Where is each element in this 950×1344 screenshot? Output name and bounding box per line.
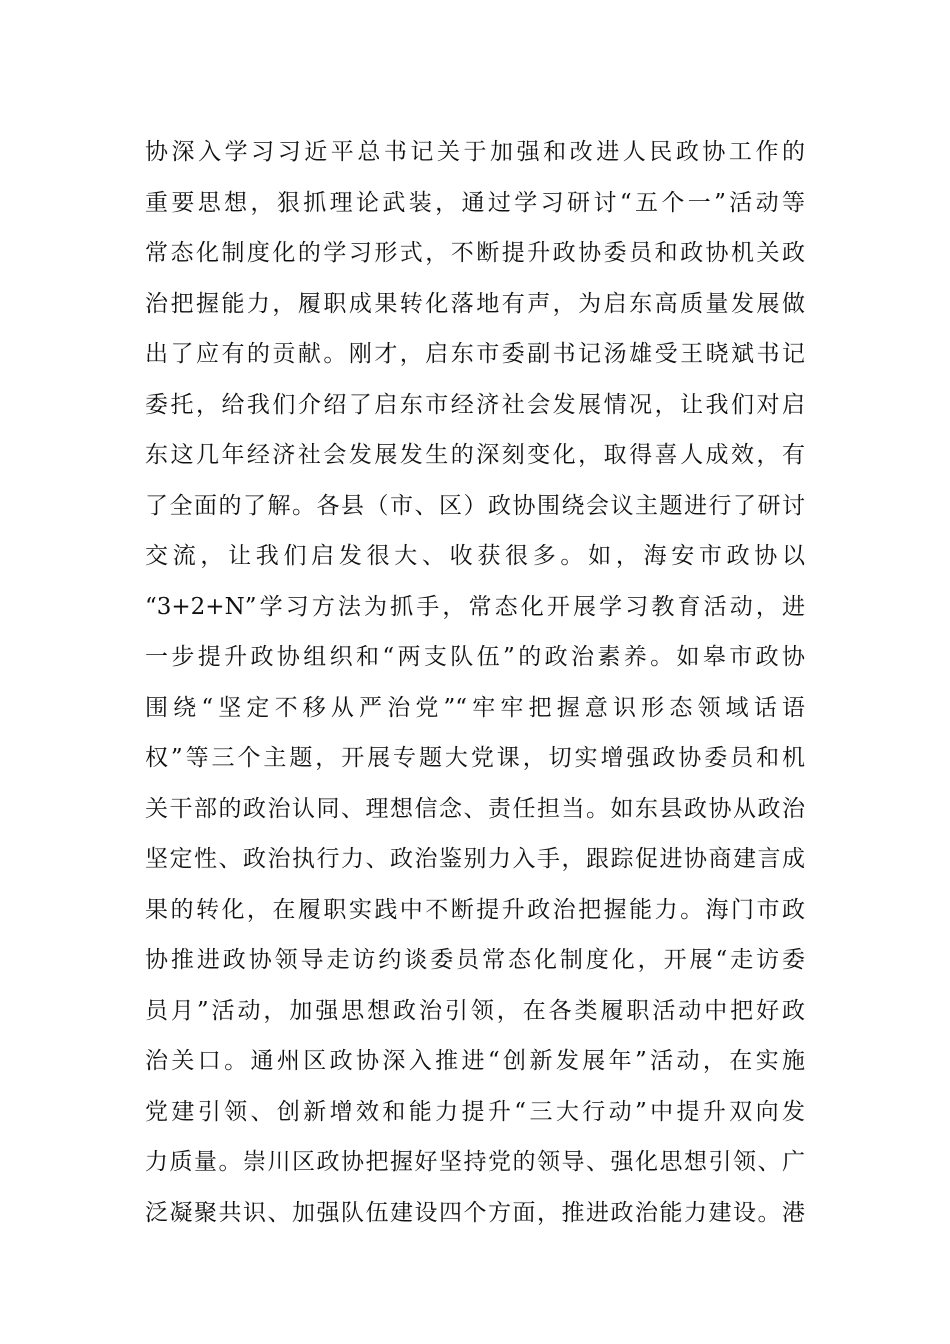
- text-line: “3+2+N”学习方法为抓手，常态化开展学习教育活动，进: [145, 593, 805, 620]
- text-line: 东这几年经济社会发展发生的深刻变化，取得喜人成效，有: [145, 442, 805, 468]
- text-line: 员月”活动，加强思想政治引领，在各类履职活动中把好政: [145, 997, 805, 1024]
- text-line: 关干部的政治认同、理想信念、责任担当。如东县政协从政治: [145, 795, 805, 822]
- text-line: 力质量。崇川区政协把握好坚持党的领导、强化思想引领、广: [145, 1149, 805, 1175]
- text-line: 了全面的了解。各县（市、区）政协围绕会议主题进行了研讨: [145, 492, 805, 519]
- text-line: 重要思想，狠抓理论武装，通过学习研讨“五个一”活动等: [145, 189, 805, 216]
- text-line: 常态化制度化的学习形式，不断提升政协委员和政协机关政: [145, 240, 805, 266]
- text-line: 坚定性、政治执行力、政治鉴别力入手，跟踪促进协商建言成: [145, 846, 805, 872]
- text-line: 一步提升政协组织和“两支队伍”的政治素养。如皋市政协: [145, 644, 805, 670]
- text-line: 泛凝聚共识、加强队伍建设四个方面，推进政治能力建设。港: [145, 1199, 805, 1226]
- text-line: 围绕“坚定不移从严治党”“牢牢把握意识形态领域话语: [145, 694, 805, 721]
- text-line: 果的转化，在履职实践中不断提升政治把握能力。海门市政: [145, 896, 805, 923]
- text-line: 委托，给我们介绍了启东市经济社会发展情况，让我们对启: [145, 391, 805, 418]
- text-line: 治关口。通州区政协深入推进“创新发展年”活动，在实施: [145, 1048, 805, 1074]
- text-line: 权”等三个主题，开展专题大党课，切实增强政协委员和机: [145, 745, 805, 771]
- text-line: 治把握能力，履职成果转化落地有声，为启东高质量发展做: [145, 290, 805, 317]
- text-line: 协深入学习习近平总书记关于加强和改进人民政协工作的: [145, 139, 805, 165]
- text-line: 交流，让我们启发很大、收获很多。如，海安市政协以: [145, 543, 805, 569]
- text-line: 党建引领、创新增效和能力提升“三大行动”中提升双向发: [145, 1098, 805, 1125]
- text-line: 出了应有的贡献。刚才，启东市委副书记汤雄受王晓斌书记: [145, 341, 805, 367]
- body-paragraph: [145, 127, 805, 1238]
- text-line: 协推进政协领导走访约谈委员常态化制度化，开展“走访委: [145, 947, 805, 973]
